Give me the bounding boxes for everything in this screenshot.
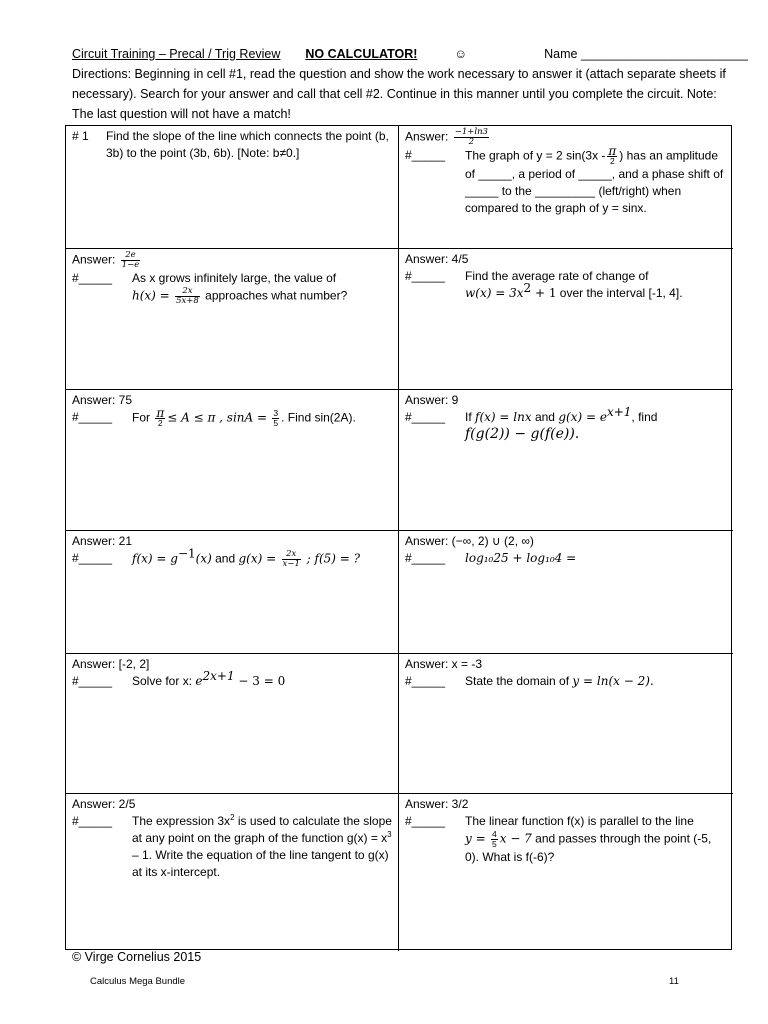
name-blank[interactable]: ________________________ [580,47,748,61]
and-word: and [215,551,236,566]
answer-line [72,251,392,270]
cell-2 [399,126,733,249]
function-f: f(x) = lnx [475,410,532,424]
answer-fraction [454,128,489,147]
answer-line: Answer: 75 [72,393,133,407]
cell-8 [399,531,733,654]
and-word: and [534,410,555,424]
cell-4 [399,249,733,390]
function-h: h(x) = [132,288,170,303]
frac-numerator: 2x [175,287,200,297]
answer-numerator: −1+ln3 [454,127,488,137]
question-part-b: over the interval [-1, 4]. [556,286,683,300]
answer-label: Answer: [405,129,449,144]
question-part-b: is used to calculate the slope at any point on the graph of the function g(x) = x [132,814,392,845]
cell-number-blank[interactable]: #_____ [405,814,446,828]
question-text [465,268,727,302]
cell-1 [66,126,399,249]
question-part-a: For [132,410,150,425]
line-y: y = [465,831,486,846]
exponent-2: 3 [387,830,392,839]
worksheet-title: Circuit Training – Precal / Trig Review [72,47,281,61]
exponent: 2x+1 [202,669,235,683]
answer-denominator: 2 [468,137,475,147]
function-g: g(x) = [238,551,277,566]
log-expression: log₁₀25 + log₁₀4 = [465,551,577,565]
cell-number-blank[interactable]: #_____ [405,269,446,283]
g-fraction [282,550,301,569]
frac-numerator: 4 [492,829,497,839]
three-fifths-fraction [272,409,279,428]
exponent: 2 [523,281,532,295]
question-part-a: Find the average rate of change of [465,269,649,283]
question-part-c: . Find sin(2A). [281,410,356,425]
answer-line: Answer: 2/5 [72,797,136,811]
answer-numerator: 2e [121,251,141,261]
question-end: ; f(5) = ? [302,551,361,566]
question-text [132,270,392,306]
frac-denominator: 2 [157,418,163,428]
inequality: ≤ A ≤ π , sinA = [167,410,268,425]
cell-number-blank[interactable]: #_____ [72,674,113,688]
question-text [465,673,727,690]
question-part-c: – 1. Write the equation of the line tangent to g(x) at its x-intercept. [132,848,389,879]
header-title-line [72,44,748,64]
frac-denominator: 5 [492,839,497,849]
circuit-grid [65,125,732,950]
find-word: , find [631,410,658,424]
function-w: w(x) = 3x [465,286,524,300]
question-part-b: approaches what number? [205,288,348,303]
no-calculator-warning: NO CALCULATOR! [305,47,418,61]
question-part-b: and passes through the point (-5, 0). What is f(-6)? [465,831,712,864]
cell-number-blank[interactable]: #_____ [405,410,446,424]
answer-line: Answer: (−∞, 2) ∪ (2, ∞) [405,534,534,548]
cell-number-blank[interactable]: #_____ [72,551,113,565]
line-tail: x − 7 [499,831,532,846]
question-text [132,546,392,569]
function-w-tail: + 1 [531,286,557,300]
frac-numerator: π [156,406,165,420]
question-part-a: State the domain of [465,674,570,688]
smiley-icon: ☺ [454,47,468,61]
base-e: e [195,674,203,688]
frac-numerator: 3 [273,408,279,418]
copyright: © Virge Cornelius 2015 [72,950,202,964]
question-part-a: The linear function f(x) is parallel to the line [465,814,694,828]
cell-number-blank[interactable]: #_____ [405,148,446,162]
cell-5 [66,390,399,531]
exponent: x+1 [606,405,632,419]
question-text [132,406,392,428]
cell-number-blank[interactable]: #_____ [72,271,113,285]
function-f-arg: (x) [195,551,212,566]
bundle-label: Calculus Mega Bundle [90,976,186,987]
question-part-a: The graph of y = 2 sin(3x - [465,148,606,163]
answer-line: Answer: [-2, 2] [72,657,150,671]
frac-denominator: 5 [273,418,279,428]
cell-12 [399,794,733,951]
question-part-a: If [465,410,472,424]
question-text [132,813,392,881]
cell-6 [399,390,733,531]
frac-numerator: 2x [282,550,301,560]
question-text [465,813,727,866]
pi-over-2-fraction [155,406,165,428]
answer-fraction [121,251,141,270]
frac-numerator: π [608,144,617,158]
frac-denominator: x−1 [282,559,300,569]
h-fraction [175,287,200,306]
cell-number-blank[interactable]: #_____ [405,551,446,565]
name-label: Name [544,47,578,61]
cell-number-blank[interactable]: #_____ [405,674,446,688]
question-text [106,128,392,162]
equation-tail: − 3 = 0 [234,674,286,688]
cell-number-blank[interactable]: #_____ [72,410,113,424]
frac-denominator: 5x+8 [176,296,199,306]
answer-denominator: 1−e [121,260,140,270]
frac-denominator: 2 [609,156,615,166]
cell-9 [66,654,399,794]
directions: Directions: Beginning in cell #1, read the question and show the work necessary to answer it (attach separate sheets if necessary). Search for your answer and call that cell #2. Continue in this manner until you complete the circuit. Note: The last question will not have a match! [72,67,726,121]
answer-line: Answer: 3/2 [405,797,469,811]
answer-line [405,128,727,147]
question-text [465,405,727,443]
cell-number: # 1 [72,129,89,143]
question-part-a: Solve for x: [132,674,193,688]
question-text [465,144,727,217]
domain-expression: y = ln(x − 2). [572,674,654,688]
cell-10 [399,654,733,794]
function-f: f(x) = g [132,551,178,566]
question-part-a: The expression 3x [132,814,231,828]
composite-expression: f(g(2)) − g(f(e)). [465,426,580,442]
exponent: 2 [230,813,235,822]
question-part-a: As x grows infinitely large, the value of [132,271,337,285]
question-1-text: Find the slope of the line which connects the point (b, 3b) to the point (3b, 6b). [Note: b≠0.] [106,129,389,160]
four-fifths-fraction [491,830,498,849]
answer-label: Answer: [72,252,116,267]
page-number: 11 [669,976,679,987]
cell-7 [66,531,399,654]
cell-11 [66,794,399,951]
answer-line: Answer: 9 [405,393,459,407]
answer-line: Answer: 21 [72,534,133,548]
question-part-b: ) has an amplitude of _____, a period of _____, and a phase shift of _____ to the _________ (left/right) when compared to the graph of y = sinx. [465,148,724,215]
cell-number-blank[interactable]: #_____ [72,814,113,828]
worksheet-header [72,44,748,124]
cell-3 [66,249,399,390]
answer-line: Answer: 4/5 [405,252,469,266]
question-text [132,669,392,690]
inverse-exponent: −1 [177,546,196,561]
answer-line: Answer: x = -3 [405,657,483,671]
pi-over-2-fraction [607,144,617,166]
function-g: g(x) = e [558,410,607,424]
